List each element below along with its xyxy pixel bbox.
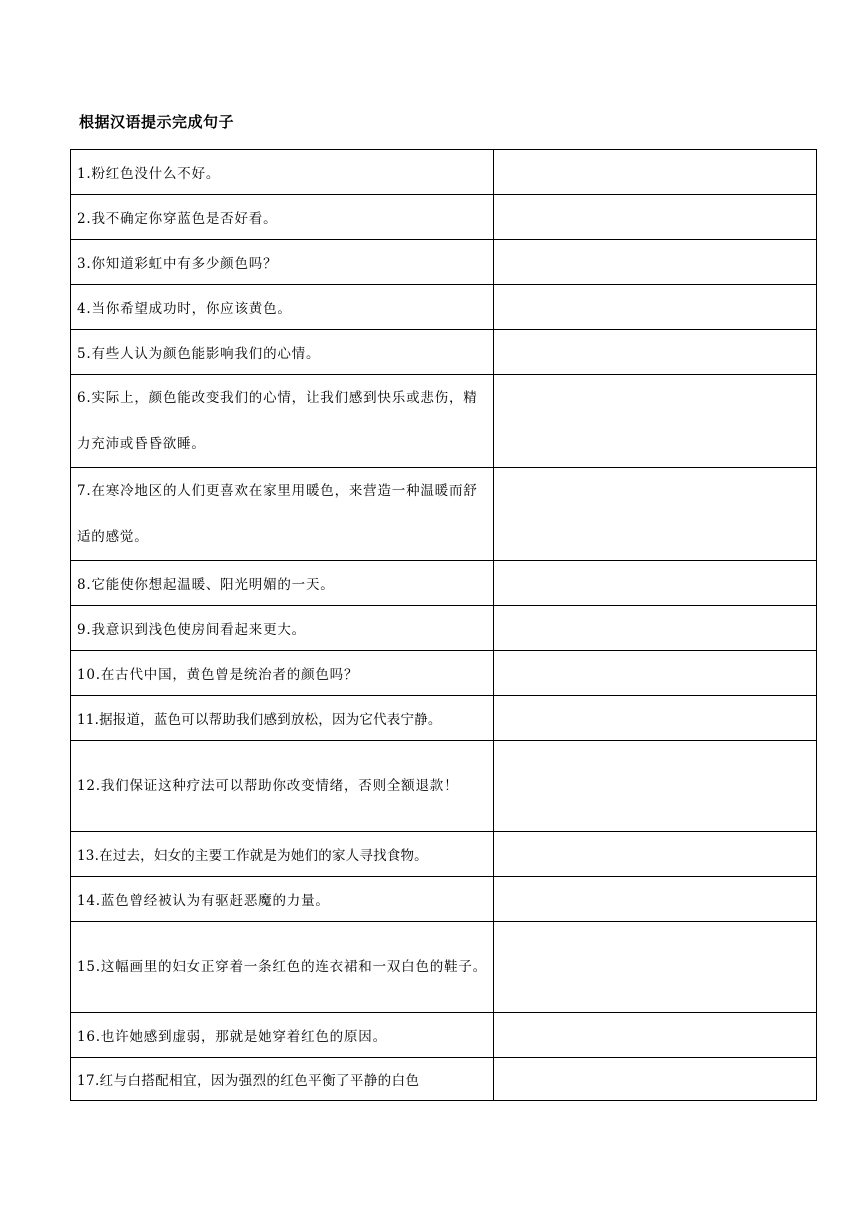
answer-cell[interactable] bbox=[494, 468, 817, 561]
table-row bbox=[71, 922, 817, 1013]
answer-cell[interactable] bbox=[494, 1058, 817, 1101]
table-row bbox=[71, 606, 817, 651]
sentence-cell: 12.我们保证这种疗法可以帮助你改变情绪，否则全额退款！ bbox=[71, 741, 494, 832]
sentence-cell: 16.也许她感到虚弱，那就是她穿着红色的原因。 bbox=[71, 1013, 494, 1058]
answer-cell[interactable] bbox=[494, 606, 817, 651]
table-row bbox=[71, 150, 817, 195]
sentence-cell: 2.我不确定你穿蓝色是否好看。 bbox=[71, 195, 494, 240]
sentence-cell: 9.我意识到浅色使房间看起来更大。 bbox=[71, 606, 494, 651]
page-title: 根据汉语提示完成句子 bbox=[79, 113, 235, 131]
table-row bbox=[71, 1013, 817, 1058]
sentence-cell: 1.粉红色没什么不好。 bbox=[71, 150, 494, 195]
table-row bbox=[71, 240, 817, 285]
answer-cell[interactable] bbox=[494, 651, 817, 696]
sentence-cell: 10.在古代中国，黄色曾是统治者的颜色吗？ bbox=[71, 651, 494, 696]
table-row bbox=[71, 195, 817, 240]
answer-cell[interactable] bbox=[494, 240, 817, 285]
sentence-cell: 15.这幅画里的妇女正穿着一条红色的连衣裙和一双白色的鞋子。 bbox=[71, 922, 494, 1013]
table-row bbox=[71, 741, 817, 832]
table-row bbox=[71, 832, 817, 877]
sentence-cell: 8.它能使你想起温暖、阳光明媚的一天。 bbox=[71, 561, 494, 606]
table-row bbox=[71, 561, 817, 606]
sentence-cell: 7.在寒冷地区的人们更喜欢在家里用暖色，来营造一种温暖而舒适的感觉。 bbox=[71, 468, 494, 561]
table-row bbox=[71, 651, 817, 696]
sentence-cell: 5.有些人认为颜色能影响我们的心情。 bbox=[71, 330, 494, 375]
answer-cell[interactable] bbox=[494, 195, 817, 240]
table-row bbox=[71, 330, 817, 375]
exercise-table bbox=[70, 149, 817, 1101]
answer-cell[interactable] bbox=[494, 1013, 817, 1058]
sentence-cell: 6.实际上，颜色能改变我们的心情，让我们感到快乐或悲伤，精力充沛或昏昏欲睡。 bbox=[71, 375, 494, 468]
table-row bbox=[71, 468, 817, 561]
sentence-cell: 13.在过去，妇女的主要工作就是为她们的家人寻找食物。 bbox=[71, 832, 494, 877]
answer-cell[interactable] bbox=[494, 741, 817, 832]
sentence-cell: 17.红与白搭配相宜，因为强烈的红色平衡了平静的白色 bbox=[71, 1058, 494, 1101]
sentence-cell: 14.蓝色曾经被认为有驱赶恶魔的力量。 bbox=[71, 877, 494, 922]
answer-cell[interactable] bbox=[494, 696, 817, 741]
sentence-cell: 4.当你希望成功时，你应该黄色。 bbox=[71, 285, 494, 330]
sentence-cell: 3.你知道彩虹中有多少颜色吗？ bbox=[71, 240, 494, 285]
answer-cell[interactable] bbox=[494, 832, 817, 877]
answer-cell[interactable] bbox=[494, 330, 817, 375]
answer-cell[interactable] bbox=[494, 561, 817, 606]
answer-cell[interactable] bbox=[494, 150, 817, 195]
sentence-cell: 11.据报道，蓝色可以帮助我们感到放松，因为它代表宁静。 bbox=[71, 696, 494, 741]
answer-cell[interactable] bbox=[494, 877, 817, 922]
table-row bbox=[71, 696, 817, 741]
answer-cell[interactable] bbox=[494, 285, 817, 330]
answer-cell[interactable] bbox=[494, 375, 817, 468]
table-row bbox=[71, 1058, 817, 1101]
answer-cell[interactable] bbox=[494, 922, 817, 1013]
table-row bbox=[71, 375, 817, 468]
table-row bbox=[71, 285, 817, 330]
table-row bbox=[71, 877, 817, 922]
